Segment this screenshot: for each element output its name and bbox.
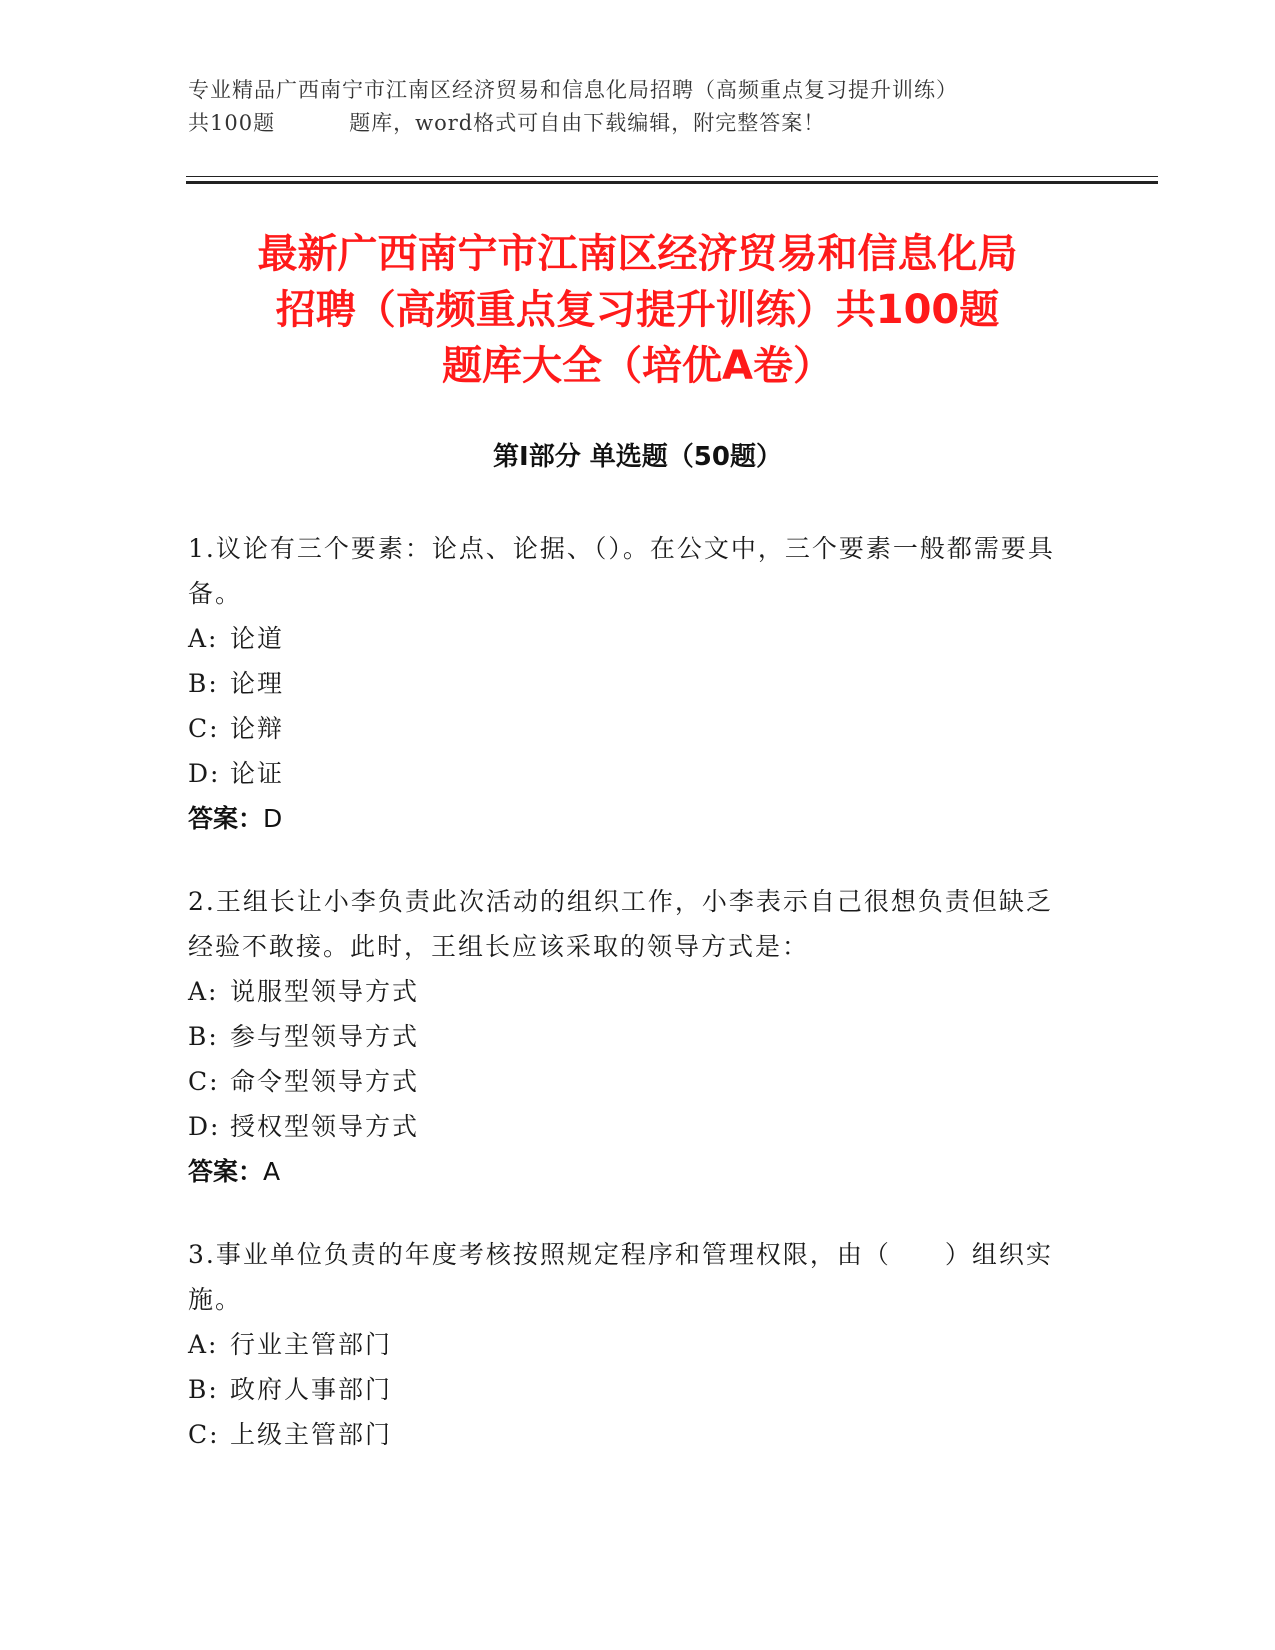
option-letter: A: — [188, 624, 219, 653]
option-text: 说服型领导方式 — [230, 977, 420, 1006]
option-b — [188, 1367, 1068, 1412]
option-b — [188, 1014, 1068, 1059]
question-stem: 3.事业单位负责的年度考核按照规定程序和管理权限，由（ ）组织实施。 — [188, 1240, 1053, 1314]
option-text: 上级主管部门 — [230, 1420, 393, 1449]
answer-label: 答案： — [188, 1157, 264, 1186]
running-header — [188, 74, 1088, 140]
option-c — [188, 706, 1068, 751]
header-line-2 — [188, 107, 1088, 140]
option-text: 命令型领导方式 — [230, 1067, 420, 1096]
option-text: 授权型领导方式 — [230, 1112, 420, 1141]
option-text: 论道 — [230, 624, 285, 653]
header-line-1: 专业精品广西南宁市江南区经济贸易和信息化局招聘（高频重点复习提升训练） — [188, 78, 958, 102]
answer-label: 答案： — [188, 804, 264, 833]
option-d — [188, 751, 1068, 796]
question-list — [188, 526, 1068, 1495]
option-letter: A: — [188, 1330, 219, 1359]
option-text: 论理 — [230, 669, 285, 698]
title-line-3: 题库大全（培优A卷） — [442, 343, 833, 389]
question-1 — [188, 526, 1068, 841]
header-rule-thin — [186, 176, 1158, 177]
section-title: 第Ⅰ部分 单选题（50题） — [493, 442, 782, 472]
option-text: 政府人事部门 — [230, 1375, 393, 1404]
option-letter: B: — [188, 1375, 219, 1404]
option-letter: D: — [188, 1112, 221, 1141]
option-a — [188, 1322, 1068, 1367]
option-c — [188, 1412, 1068, 1457]
option-letter: C: — [188, 1420, 220, 1449]
option-a — [188, 969, 1068, 1014]
option-letter: C: — [188, 714, 220, 743]
title-line-1: 最新广西南宁市江南区经济贸易和信息化局 — [257, 231, 1018, 277]
option-b — [188, 661, 1068, 706]
option-letter: A: — [188, 977, 219, 1006]
option-letter: B: — [188, 669, 219, 698]
option-letter: B: — [188, 1022, 219, 1051]
question-2 — [188, 879, 1068, 1194]
document-title — [150, 226, 1125, 394]
option-letter: D: — [188, 759, 221, 788]
title-line-2: 招聘（高频重点复习提升训练）共100题 — [275, 287, 1000, 333]
option-c — [188, 1059, 1068, 1104]
question-stem: 2.王组长让小李负责此次活动的组织工作，小李表示自己很想负责但缺乏经验不敢接。此时，王组长应该采取的领导方式是： — [188, 887, 1053, 961]
answer-line — [188, 1149, 1068, 1194]
option-d — [188, 1104, 1068, 1149]
header-question-count: 共100题 — [188, 111, 276, 135]
header-rule-thick — [186, 181, 1158, 184]
answer-value: D — [263, 804, 283, 833]
option-letter: C: — [188, 1067, 220, 1096]
option-text: 行业主管部门 — [230, 1330, 393, 1359]
header-format-note: 题库，word格式可自由下载编辑，附完整答案！ — [349, 111, 826, 135]
option-a — [188, 616, 1068, 661]
question-stem: 1.议论有三个要素：论点、论据、（）。在公文中，三个要素一般都需要具备。 — [188, 534, 1055, 608]
answer-line — [188, 796, 1068, 841]
question-3 — [188, 1232, 1068, 1457]
option-text: 参与型领导方式 — [230, 1022, 420, 1051]
answer-value: A — [263, 1157, 281, 1186]
option-text: 论证 — [230, 759, 285, 788]
option-text: 论辩 — [230, 714, 285, 743]
